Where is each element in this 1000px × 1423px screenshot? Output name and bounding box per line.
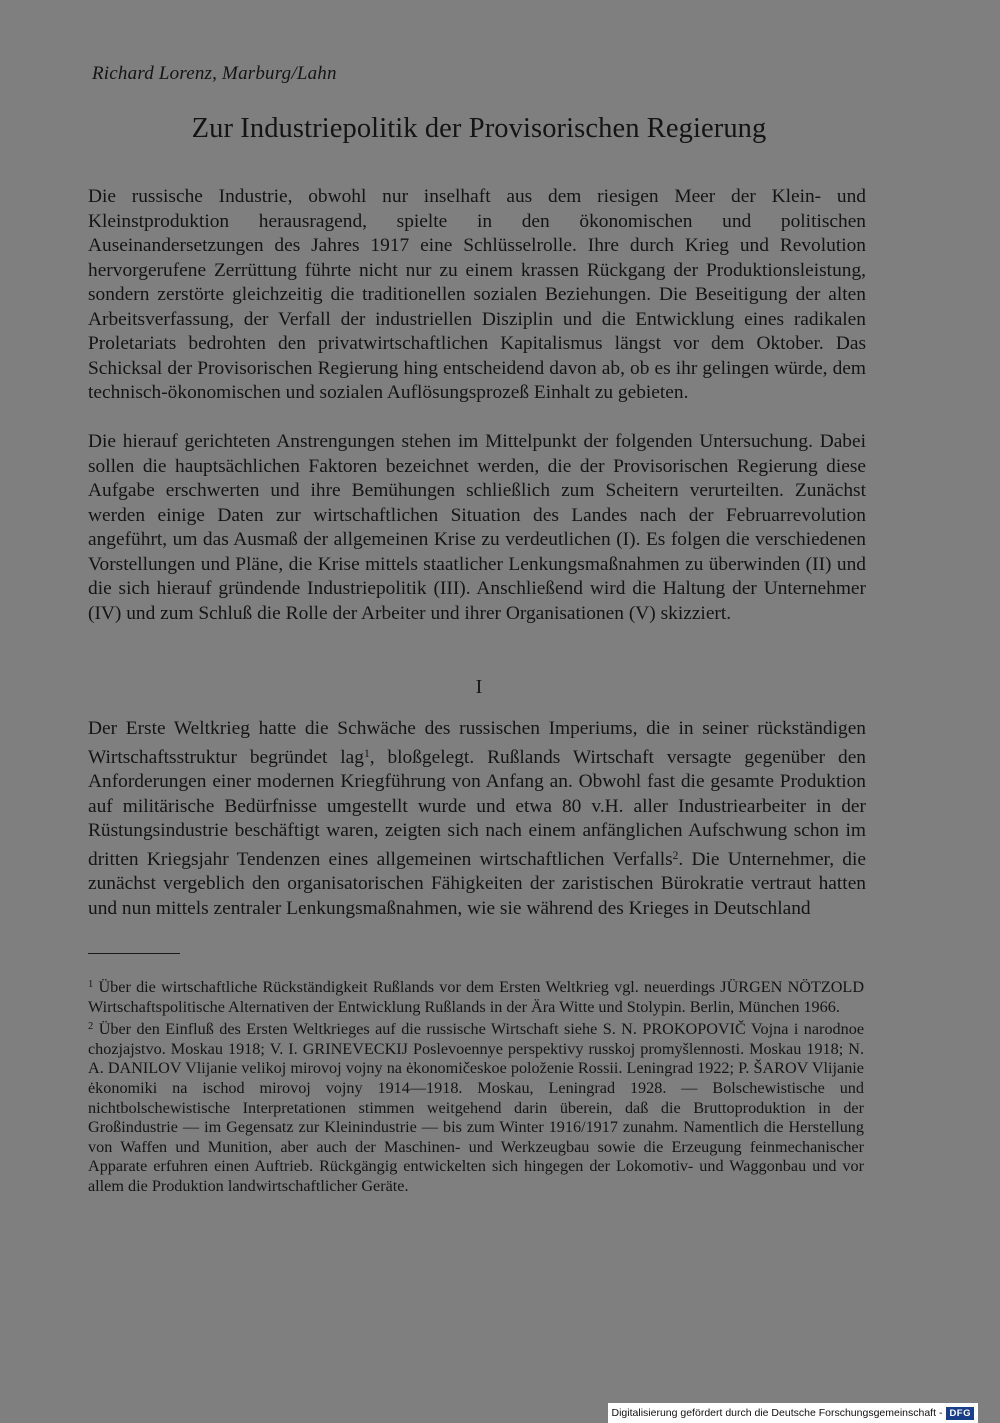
dfg-logo-icon: DFG: [946, 1407, 974, 1420]
footnote-ref-2[interactable]: 2: [672, 849, 679, 862]
body-paragraph-2: [88, 430, 866, 626]
paragraph-text-part: , bloßgelegt. Rußlands Wirtschaft versagte gegenüber den Anforderungen einer modernen Kriegführung von Anfang an. Obwohl fast die gesamte Produktion auf militärische Bedürfnisse umgestellt wurde und etwa 80 v.H. aller Industriearbeiter in der Rüstungsindustrie beschäftigt waren, zeigten sich nach einem anfänglichen Aufschwung schon im dritten Kriegsjahr Tendenzen eines allgemeinen wirtschaftlichen Verfalls: [88, 746, 867, 870]
paragraph-text: [88, 717, 866, 921]
footnote-number: 2: [88, 1021, 94, 1033]
footnote-text: Über den Einfluß des Ersten Weltkrieges auf die russische Wirtschaft siehe S. N. PROKOPOVIČ Vojna i narodnoe chozjajstvo. Moskau 1918; V. I. GRINEVECKIJ Poslevoennye perspektivy russkoj promyšlennosti. Moskau 1918; N. A. DANILOV Vlijanie velikoj mirovoj vojny na ėkonomičeskoe položenie Rossii. Leningrad 1922; P. ŠAROV Vlijanie ėkonomiki na ischod mirovoj vojny 1914—1918. Moskau, Leningrad 1928. — Bolschewistische und nichtbolschewistische Interpretationen stimmen weitgehend darin überein, daß die Bruttoproduktion in der Großindustrie — im Gegensatz zur Kleinindustrie — bis zum Winter 1916/1917 zunahm. Namentlich die Herstellung von Waffen und Munition, aber auch der Maschinen- und Werkzeugbau sowie die Erzeugung feinmechanischer Apparate erfuhren einen Auftrieb. Rückgängig entwickelten sich hingegen der Lokomotiv- und Waggonbau und vor allem die Produktion landwirtschaftlicher Geräte.: [88, 1020, 864, 1195]
footnote-2: [88, 1017, 864, 1196]
footnotes: [88, 975, 864, 1197]
footnote-text: Über die wirtschaftliche Rückständigkeit Rußlands vor dem Ersten Weltkrieg vgl. neuerdings JÜRGEN NÖTZOLD Wirtschaftspolitische Alternativen der Entwicklung Rußlands in der Ära Witte und Stolypin. Berlin, München 1966.: [88, 978, 865, 1016]
footnote-ref-1[interactable]: 1: [363, 747, 370, 760]
article-title: Zur Industriepolitik der Provisorischen Regierung: [191, 113, 767, 144]
paragraph-text: Die hierauf gerichteten Anstrengungen stehen im Mittelpunkt der folgenden Untersuchung. Dabei sollen die hauptsächlichen Faktoren bezeichnet werden, die der Provisorischen Regierung diese Aufgabe erschwerten und ihre Bemühungen schließlich zum Scheitern verurteilten. Zunächst werden einige Daten zur wirtschaftlichen Situation des Landes nach der Februarrevolution angeführt, um das Ausmaß der allgemeinen Krise zu verdeutlichen (I). Es folgen die verschiedenen Vorstellungen und Pläne, die Krise mittels staatlicher Lenkungsmaßnahmen zu überwinden (II) und die sich hierauf gründende Industriepolitik (III). Anschließend wird die Haltung der Unternehmer (IV) und zum Schluß die Rolle der Arbeiter und ihrer Organisationen (V) skizziert.: [88, 431, 866, 624]
digitization-credit: [608, 1403, 978, 1423]
footnote-number: 1: [88, 979, 94, 990]
footnote-divider: [88, 953, 180, 954]
section-heading: I: [475, 676, 483, 698]
body-paragraph-1: [88, 185, 866, 406]
body-paragraph-3: [88, 717, 866, 921]
paragraph-text-part: Der Erste Weltkrieg hatte die Schwäche des russischen Imperiums, die in seiner rückständigen Wirtschaftsstruktur begründet lag: [88, 718, 866, 768]
footnote-1: [88, 975, 864, 1017]
author-line: Richard Lorenz, Marburg/Lahn: [92, 63, 337, 84]
paragraph-text: Die russische Industrie, obwohl nur inselhaft aus dem riesigen Meer der Klein- und Kleinstproduktion herausragend, spielte in den ökonomischen und politischen Auseinandersetzungen des Jahres 1917 eine Schlüsselrolle. Ihre durch Krieg und Revolution hervorgerufene Zerrüttung führte nicht nur zu einem krassen Rückgang der Produktionsleistung, sondern zerstörte gleichzeitig die traditionellen sozialen Beziehungen. Die Beseitigung der alten Arbeitsverfassung, der Verfall der industriellen Disziplin und die Entwicklung eines radikalen Proletariats bedrohten den privatwirtschaftlichen Kapitalismus längst vor dem Oktober. Das Schicksal der Provisorischen Regierung hing entscheidend davon ab, ob es ihr gelingen würde, dem technisch-ökonomischen und sozialen Auflösungsprozeß Einhalt zu gebieten.: [88, 186, 866, 403]
paragraph-text-part: . Die Unternehmer, die zunächst vergeblich den organisatorischen Fähigkeiten der zaristischen Bürokratie vertraut hatten und nun mittels zentraler Lenkungsmaßnahmen, wie sie während des Krieges in Deutschland: [88, 848, 866, 919]
credit-text: Digitalisierung gefördert durch die Deutsche Forschungsgemeinschaft -: [611, 1407, 943, 1419]
